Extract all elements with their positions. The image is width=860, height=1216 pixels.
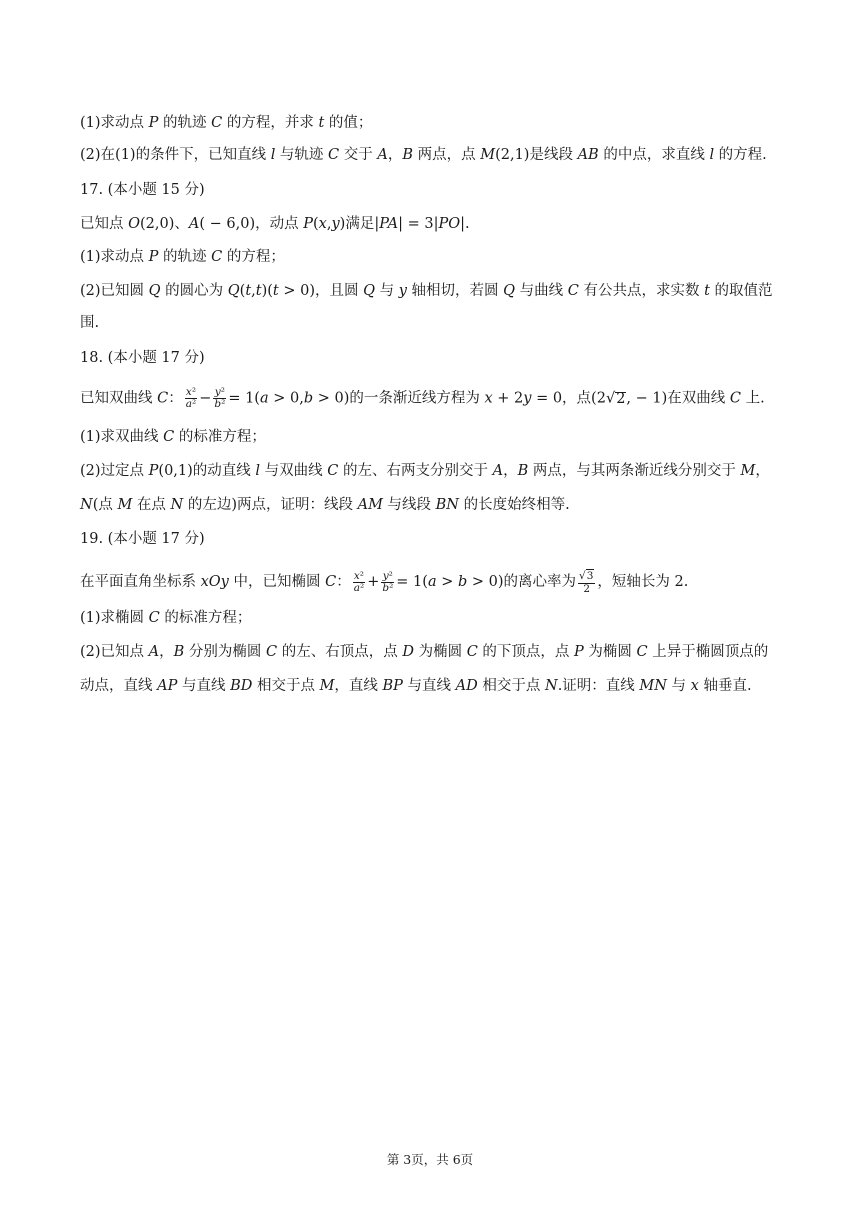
q19-part2-line2: 动点，直线 AP 与直线 BD 相交于点 M，直线 BP 与直线 AD 相交于点 N.证明：直线 MN 与 x 轴垂直.: [80, 678, 752, 694]
page-footer: 第 3页，共 6页: [386, 1152, 474, 1167]
q18-stem: 已知双曲线 C： $\frac{\text{x²}}{\text{a²}}$ − $\frac{\text{y²}}{\text{b²}}$ = 1(a > 0,b > 0)的一条渐近线方程为 x + 2y = 0，点(2√2, − 1)在双曲线 C 上.: [80, 386, 765, 410]
q17-part1: (1)求动点 P 的轨迹 C 的方程；: [80, 249, 285, 265]
q19-part2-line1: (2)已知点 A，B 分别为椭圆 C 的左、右顶点，点 D 为椭圆 C 的下顶点，点 P 为椭圆 C 上异于椭圆顶点的: [80, 644, 769, 660]
q16-part2: (2)在(1)的条件下，已知直线 l 与轨迹 C 交于 A，B 两点，点 M(2,1)是线段 AB 的中点，求直线 l 的方程.: [80, 147, 767, 163]
q19-part1: (1)求椭圆 C 的标准方程；: [80, 610, 252, 626]
q18-part2-line1: (2)过定点 P(0,1)的动直线 l 与双曲线 C 的左、右两支分别交于 A，B 两点，与其两条渐近线分别交于 M，: [80, 463, 770, 479]
q18-header: 18. (本小题 17 分): [80, 350, 205, 366]
q17-stem: 已知点 O(2,0)、A( − 6,0)，动点 P(x,y)满足|PA| = 3|PO|.: [80, 216, 470, 232]
q18-part2-line2: N(点 M 在点 N 的左边)两点，证明：线段 AM 与线段 BN 的长度始终相等.: [80, 497, 570, 513]
q17-part2-line2: 围.: [80, 315, 100, 331]
q18-part1: (1)求双曲线 C 的标准方程；: [80, 429, 266, 445]
q16-part1: (1)求动点 P 的轨迹 C 的方程，并求 t 的值；: [80, 115, 373, 131]
q17-part2-line1: (2)已知圆 Q 的圆心为 Q(t,t)(t > 0)，且圆 Q 与 y 轴相切，若圆 Q 与曲线 C 有公共点，求实数 t 的取值范: [80, 283, 773, 299]
q19-stem: 在平面直角坐标系 xOy 中，已知椭圆 C： $\frac{\text{x²}}{\text{a²}}$ + $\frac{\text{y²}}{\text{b²}}$ = 1(a > b > 0)的离心率为 $\frac{√3}{2}$ ，短轴长为 2.: [80, 569, 689, 595]
q17-header: 17. (本小题 15 分): [80, 182, 205, 198]
q19-header: 19. (本小题 17 分): [80, 531, 205, 547]
